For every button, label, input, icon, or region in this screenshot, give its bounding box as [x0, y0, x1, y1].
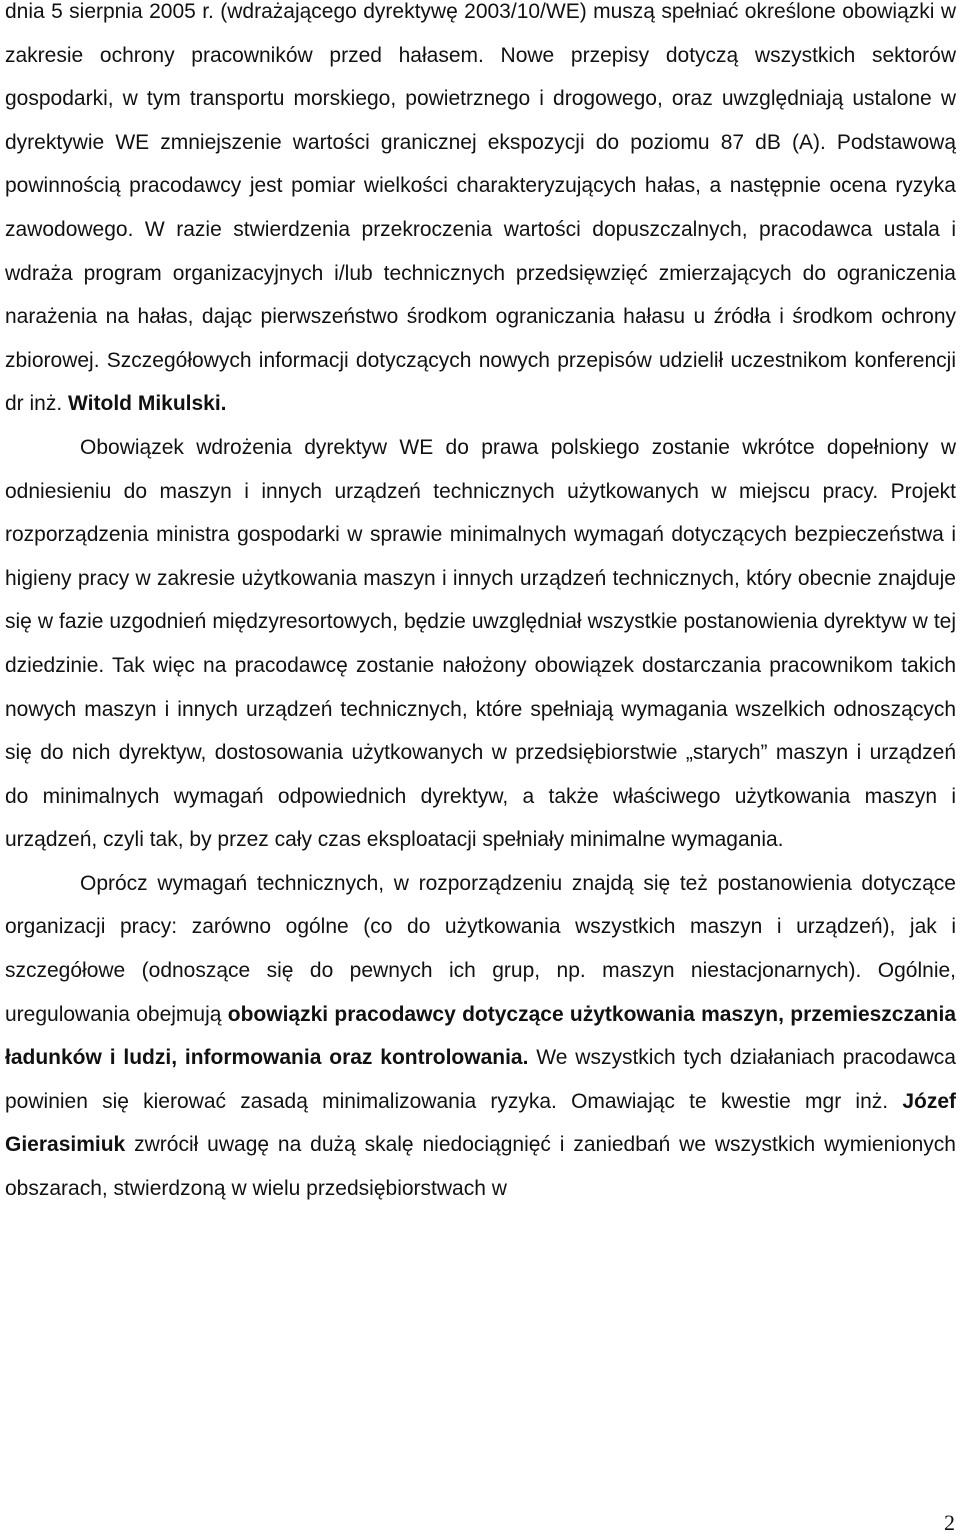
document-page [5, 0, 956, 1211]
page-number: 2 [944, 1510, 955, 1535]
paragraph-noise-regulations [5, 0, 956, 426]
paragraph-machinery-directive [5, 426, 956, 862]
speaker-name: Józef Gierasimiuk [5, 1089, 956, 1157]
paragraph-text: We wszystkich tych działaniach pracodawca powinien się kierować zasadą minimalizowania ryzyka. Omawiając te kwestie mgr inż. [5, 1046, 956, 1113]
paragraph-text: zwrócił uwagę na dużą skalę niedociągnięć i zaniedbań we wszystkich wymienionych obszarach, stwierdzoną w wielu przedsiębiorstwach w [5, 1133, 956, 1201]
paragraph-work-organization [5, 862, 956, 1211]
speaker-name: Witold Mikulski. [68, 392, 227, 416]
emphasized-obligations: obowiązki pracodawcy dotyczące użytkowania maszyn, przemieszczania ładunków i ludzi, informowania oraz kontrolowania. [5, 1002, 956, 1070]
paragraph-text: Oprócz wymagań technicznych, w rozporządzeniu znajdą się też postanowienia dotyczące organizacji pracy: zarówno ogólne (co do użytkowania wszystkich maszyn i urządzeń), jak i szczegółowe (odnoszące się do pewnych ich grup, np. maszyn niestacjonarnych). Ogólnie, uregulowania obejmują [5, 871, 956, 1026]
paragraph-text: dnia 5 sierpnia 2005 r. (wdrażającego dyrektywę 2003/10/WE) muszą spełniać określone obowiązki w zakresie ochrony pracowników przed hałasem. Nowe przepisy dotyczą wszystkich sektorów gospodarki, w tym transportu morskiego, powietrznego i drogowego, oraz uwzględniają ustalone w dyrektywie WE zmniejszenie wartości granicznej ekspozycji do poziomu 87 dB (A). Podstawową powinnością pracodawcy jest pomiar wielkości charakteryzujących hałas, a następnie ocena ryzyka zawodowego. W razie stwierdzenia przekroczenia wartości dopuszczalnych, pracodawca ustala i wdraża program organizacyjnych i/lub technicznych przedsięwzięć zmierzających do ograniczenia narażenia na hałas, dając pierwszeństwo środkom ograniczania hałasu u źródła i środkom ochrony zbiorowej. Szczegółowych informacji dotyczących nowych przepisów udzielił uczestnikom konferencji dr inż. [5, 0, 956, 416]
paragraph-text: Obowiązek wdrożenia dyrektyw WE do prawa polskiego zostanie wkrótce dopełniony w odniesieniu do maszyn i innych urządzeń technicznych użytkowanych w miejscu pracy. Projekt rozporządzenia ministra gospodarki w sprawie minimalnych wymagań dotyczących bezpieczeństwa i higieny pracy w zakresie użytkowania maszyn i innych urządzeń technicznych, który obecnie znajduje się w fazie uzgodnień międzyresortowych, będzie uwzględniał wszystkie postanowienia dyrektyw w tej dziedzinie. Tak więc na pracodawcę zostanie nałożony obowiązek dostarczania pracownikom takich nowych maszyn i innych urządzeń technicznych, które spełniają wymagania wszelkich odnoszących się do nich dyrektyw, dostosowania użytkowanych w przedsiębiorstwie „starych” maszyn i urządzeń do minimalnych wymagań odpowiednich dyrektyw, a także właściwego użytkowania maszyn i urządzeń, czyli tak, by przez cały czas eksploatacji spełniały minimalne wymagania. [5, 435, 956, 852]
